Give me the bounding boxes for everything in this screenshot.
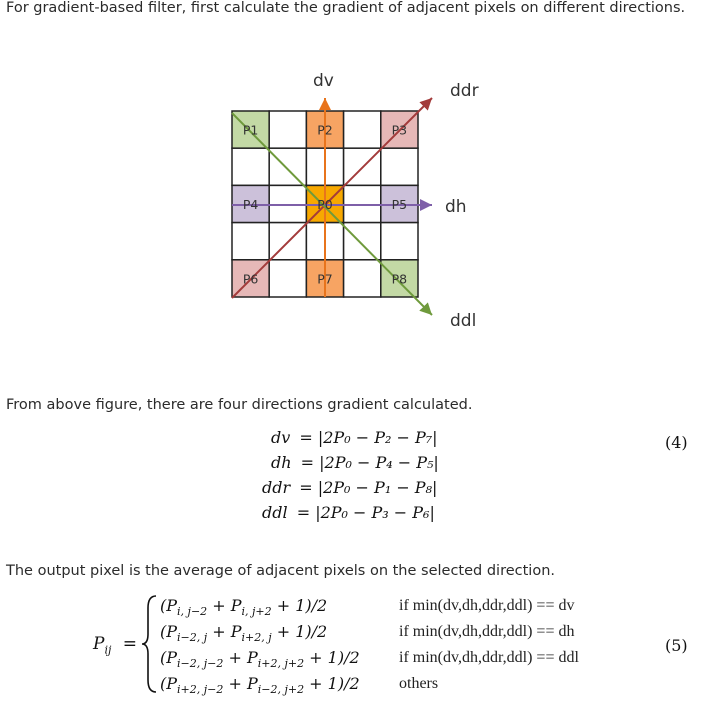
equation-5-case-condition: if min(dv,dh,ddr,ddl) == dv bbox=[399, 597, 575, 614]
grid-cell bbox=[381, 148, 418, 185]
cell-label-p6: P6 bbox=[242, 271, 259, 287]
equation-4-rhs: = |2P₀ − P₁ − P₈| bbox=[294, 478, 438, 497]
cell-label-p1: P1 bbox=[242, 122, 259, 138]
label-ddl: ddl bbox=[450, 311, 477, 331]
equation-4-row bbox=[262, 478, 437, 497]
label-dh: dh bbox=[445, 197, 467, 217]
equation-4-row bbox=[262, 503, 435, 522]
cell-label-p5: P5 bbox=[391, 197, 408, 212]
equation-4-row bbox=[271, 428, 438, 447]
cell-label-p7: P7 bbox=[317, 271, 333, 287]
equation-4-lhs: ddl bbox=[262, 503, 288, 522]
label-dv: dv bbox=[313, 71, 334, 91]
equation-5-case-expr: $(P_{i-2, j-2} + P_{i+2, j+2} + 1)/2$ bbox=[160, 648, 360, 671]
equation-5-brace bbox=[140, 594, 160, 694]
equation-5-case-expr: $(P_{i-2, j} + P_{i+2, j} + 1)/2$ bbox=[160, 622, 328, 645]
grid-cell bbox=[344, 111, 381, 148]
equation-4-rhs: = |2P₀ − P₂ − P₇| bbox=[294, 428, 438, 447]
equation-5-case-condition: if min(dv,dh,ddr,ddl) == ddl bbox=[399, 649, 579, 666]
intro-paragraph: For gradient-based filter, first calculate the gradient of adjacent pixels on different directions. bbox=[6, 0, 686, 16]
grid-cell bbox=[344, 260, 381, 297]
cell-label-p3: P3 bbox=[391, 122, 408, 138]
equation-4-rhs: = |2P₀ − P₃ − P₆| bbox=[291, 503, 435, 522]
label-ddr: ddr bbox=[450, 81, 479, 101]
equation-4-lhs: dh bbox=[271, 453, 292, 472]
grid-cell bbox=[269, 260, 306, 297]
output-paragraph: The output pixel is the average of adjacent pixels on the selected direction. bbox=[6, 563, 555, 579]
equation-5-case-expr: $(P_{i+2, j-2} + P_{i-2, j+2} + 1)/2$ bbox=[160, 674, 360, 697]
equation-5-lhs: $P_{ij}$ = bbox=[93, 634, 138, 657]
equation-4-row bbox=[271, 453, 439, 472]
cell-label-p0: P0 bbox=[317, 197, 333, 212]
grid-cell bbox=[232, 223, 269, 260]
grid-cell bbox=[269, 148, 306, 185]
equation-5-case-condition: others bbox=[399, 675, 439, 692]
cell-label-p2: P2 bbox=[317, 122, 333, 138]
equation-4-lhs: dv bbox=[271, 428, 291, 447]
grid-cell bbox=[344, 223, 381, 260]
cell-label-p4: P4 bbox=[242, 197, 259, 212]
figure-caption: From above figure, there are four directions gradient calculated. bbox=[6, 397, 473, 413]
grid-cell bbox=[269, 111, 306, 148]
equation-5-case-expr: $(P_{i, j-2} + P_{i, j+2} + 1)/2$ bbox=[160, 596, 328, 619]
equation-4-number: (4) bbox=[665, 433, 688, 452]
equation-5-number: (5) bbox=[665, 636, 688, 655]
equation-4-rhs: = |2P₀ − P₄ − P₅| bbox=[295, 453, 439, 472]
cell-label-p8: P8 bbox=[391, 271, 408, 287]
equation-5-case-condition: if min(dv,dh,ddr,ddl) == dh bbox=[399, 623, 575, 640]
grid-cell bbox=[381, 223, 418, 260]
equation-4-lhs: ddr bbox=[262, 478, 291, 497]
grid-cell bbox=[232, 148, 269, 185]
